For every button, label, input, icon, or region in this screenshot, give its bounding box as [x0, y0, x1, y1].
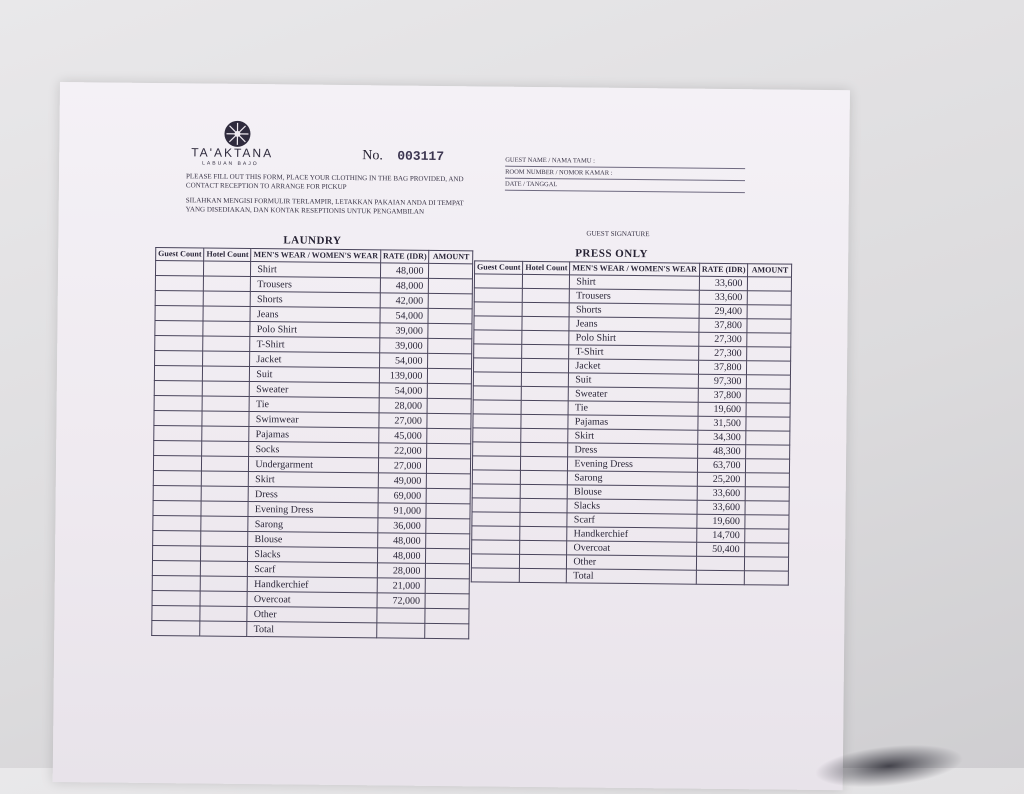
amount-cell[interactable] — [428, 338, 472, 353]
amount-cell[interactable] — [427, 443, 471, 458]
hotel-count-cell[interactable] — [521, 470, 568, 484]
hotel-count-cell[interactable] — [522, 372, 569, 386]
hotel-count-cell[interactable] — [204, 291, 251, 306]
item-name: Scarf — [248, 561, 378, 577]
amount-cell[interactable] — [428, 323, 472, 338]
item-rate: 42,000 — [380, 293, 429, 309]
laundry-form-paper — [53, 82, 850, 790]
guest-count-cell[interactable] — [152, 605, 200, 621]
hotel-count-cell[interactable] — [522, 302, 569, 316]
amount-cell[interactable] — [745, 543, 789, 557]
amount-cell[interactable] — [747, 347, 791, 361]
item-rate: 31,500 — [698, 416, 747, 431]
item-rate — [377, 623, 426, 639]
amount-cell[interactable] — [745, 501, 789, 515]
amount-cell[interactable] — [427, 473, 471, 488]
amount-cell[interactable] — [428, 353, 472, 368]
col-amount: AMOUNT — [748, 264, 792, 277]
hotel-count-cell[interactable] — [202, 456, 249, 471]
amount-cell[interactable] — [425, 608, 469, 623]
hotel-count-cell[interactable] — [521, 456, 568, 470]
item-name: Polo Shirt — [569, 331, 699, 346]
hotel-count-cell[interactable] — [201, 516, 248, 531]
item-name: Polo Shirt — [250, 322, 380, 338]
item-rate: 48,000 — [377, 533, 426, 549]
item-name: Blouse — [248, 531, 378, 547]
item-rate: 45,000 — [379, 428, 428, 444]
brand-name: TA'AKTANA — [191, 145, 273, 160]
hotel-count-cell[interactable] — [523, 274, 570, 288]
item-name: Jeans — [569, 317, 699, 332]
brand-location: LABUAN BAJO — [202, 160, 259, 167]
hotel-count-cell[interactable] — [521, 414, 568, 428]
hotel-count-cell[interactable] — [520, 526, 567, 540]
amount-cell[interactable] — [748, 291, 792, 305]
item-rate: 19,600 — [697, 514, 746, 529]
hotel-count-cell[interactable] — [521, 428, 568, 442]
item-name: Jacket — [569, 359, 699, 374]
guest-count-cell[interactable] — [154, 441, 202, 457]
amount-cell[interactable] — [426, 533, 470, 548]
hotel-count-cell[interactable] — [520, 498, 567, 512]
item-name: Suit — [250, 367, 380, 383]
item-name: Suit — [569, 373, 699, 388]
amount-cell[interactable] — [426, 503, 470, 518]
guest-count-cell[interactable] — [474, 330, 522, 345]
item-name: Trousers — [570, 289, 700, 304]
item-name: Tie — [568, 401, 698, 416]
press-table — [471, 260, 793, 585]
amount-cell[interactable] — [745, 571, 789, 585]
item-rate: 37,800 — [699, 318, 748, 333]
hotel-count-cell[interactable] — [200, 621, 247, 636]
table-row — [471, 568, 789, 585]
item-rate: 63,700 — [697, 458, 746, 473]
item-name: Overcoat — [247, 591, 377, 607]
guest-count-cell[interactable] — [472, 456, 520, 471]
hotel-count-cell[interactable] — [201, 546, 248, 561]
laundry-title: LAUNDRY — [283, 234, 341, 247]
item-name: Shorts — [569, 303, 699, 318]
guest-count-cell[interactable] — [155, 321, 203, 337]
table-row — [152, 620, 470, 638]
item-rate: 39,000 — [380, 323, 429, 339]
guest-count-cell[interactable] — [155, 306, 203, 322]
item-name: T-Shirt — [250, 337, 380, 353]
hotel-count-cell[interactable] — [201, 576, 248, 591]
hotel-count-cell[interactable] — [522, 386, 569, 400]
guest-count-cell[interactable] — [473, 372, 521, 387]
amount-cell[interactable] — [427, 413, 471, 428]
hotel-count-cell[interactable] — [522, 330, 569, 344]
guest-count-cell[interactable] — [154, 381, 202, 397]
item-rate: 33,600 — [697, 500, 746, 515]
instructions-indonesian: SILAHKAN MENGISI FORMULIR TERLAMPIR, LETAKKAN PAKAIAN ANDA DI TEMPAT YANG DISEDIAKAN, DAN KONTAK RESEPTIONIS UNTUK PENGAMBILAN — [186, 196, 471, 217]
item-name: Slacks — [567, 499, 697, 514]
item-name: Pajamas — [249, 427, 379, 443]
item-rate: 33,600 — [699, 276, 748, 291]
amount-cell[interactable] — [747, 389, 791, 403]
item-name: Scarf — [567, 513, 697, 528]
guest-count-cell[interactable] — [152, 620, 200, 636]
guest-count-cell[interactable] — [474, 274, 522, 289]
hotel-count-cell[interactable] — [204, 261, 251, 276]
item-rate: 91,000 — [378, 503, 427, 519]
date-label: DATE / TANGGAL — [505, 181, 558, 189]
laundry-table — [151, 247, 474, 639]
item-name: Undergarment — [249, 456, 379, 472]
item-rate: 19,600 — [698, 402, 747, 417]
room-number-field[interactable]: ROOM NUMBER / NOMOR KAMAR : — [505, 169, 745, 182]
guest-count-cell[interactable] — [471, 554, 519, 569]
col-guest-count: Guest Count — [156, 248, 204, 262]
item-name: Slacks — [248, 546, 378, 562]
guest-count-cell[interactable] — [473, 442, 521, 457]
amount-cell[interactable] — [429, 278, 473, 293]
item-rate: 33,600 — [699, 290, 748, 305]
hotel-count-cell[interactable] — [204, 276, 251, 291]
amount-cell[interactable] — [428, 383, 472, 398]
item-rate: 27,000 — [378, 458, 427, 474]
item-name: Tie — [249, 397, 379, 413]
item-name: Skirt — [568, 429, 698, 444]
amount-cell[interactable] — [745, 529, 789, 543]
item-rate: 28,000 — [377, 563, 426, 579]
guest-count-cell[interactable] — [474, 302, 522, 317]
item-rate — [696, 570, 745, 585]
press-title: PRESS ONLY — [575, 247, 648, 260]
item-rate: 27,000 — [379, 413, 428, 429]
hotel-count-cell[interactable] — [201, 531, 248, 546]
hotel-count-cell[interactable] — [203, 366, 250, 381]
hotel-count-cell[interactable] — [203, 351, 250, 366]
item-rate: 48,000 — [380, 263, 429, 279]
item-name: T-Shirt — [569, 345, 699, 360]
hotel-count-cell[interactable] — [202, 426, 249, 441]
guest-count-cell[interactable] — [155, 291, 203, 307]
guest-count-cell[interactable] — [154, 411, 202, 427]
guest-count-cell[interactable] — [153, 530, 201, 546]
form-number-label: No. — [362, 148, 383, 164]
item-name: Blouse — [568, 485, 698, 500]
room-number-label: ROOM NUMBER / NOMOR KAMAR — [505, 169, 609, 177]
item-rate: 97,300 — [698, 374, 747, 389]
item-name: Dress — [568, 443, 698, 458]
amount-cell[interactable] — [429, 293, 473, 308]
guest-count-cell[interactable] — [473, 400, 521, 415]
amount-cell[interactable] — [747, 319, 791, 333]
col-hotel-count: Hotel Count — [204, 248, 251, 261]
item-rate: 36,000 — [378, 518, 427, 534]
hotel-count-cell[interactable] — [522, 344, 569, 358]
guest-signature-label: GUEST SIGNATURE — [586, 230, 649, 239]
item-rate — [696, 556, 745, 571]
amount-cell[interactable] — [746, 473, 790, 487]
hotel-count-cell[interactable] — [520, 568, 567, 582]
amount-cell[interactable] — [746, 417, 790, 431]
guest-count-cell[interactable] — [474, 288, 522, 303]
item-rate: 54,000 — [379, 353, 428, 369]
amount-cell[interactable] — [426, 548, 470, 563]
item-rate: 27,300 — [698, 346, 747, 361]
col-hotel-count: Hotel Count — [523, 261, 570, 274]
hotel-count-cell[interactable] — [200, 606, 247, 621]
hotel-count-cell[interactable] — [521, 484, 568, 498]
hotel-count-cell[interactable] — [521, 442, 568, 456]
item-rate: 54,000 — [380, 308, 429, 324]
guest-count-cell[interactable] — [154, 366, 202, 382]
hotel-count-cell[interactable] — [520, 512, 567, 526]
guest-count-cell[interactable] — [155, 276, 203, 292]
item-name: Shorts — [251, 292, 381, 308]
amount-cell[interactable] — [426, 518, 470, 533]
amount-cell[interactable] — [428, 308, 472, 323]
amount-cell[interactable] — [427, 488, 471, 503]
guest-count-cell[interactable] — [472, 540, 520, 555]
item-rate: 29,400 — [699, 304, 748, 319]
item-rate: 69,000 — [378, 488, 427, 504]
guest-name-field[interactable]: GUEST NAME / NAMA TAMU : — [505, 157, 745, 170]
hotel-count-cell[interactable] — [523, 288, 570, 302]
item-name: Sweater — [250, 382, 380, 398]
guest-count-cell[interactable] — [471, 568, 519, 583]
item-name: Jacket — [250, 352, 380, 368]
item-name: Total — [567, 569, 697, 584]
item-name: Trousers — [251, 277, 381, 293]
item-rate: 25,200 — [697, 472, 746, 487]
amount-cell[interactable] — [428, 368, 472, 383]
item-name: Total — [247, 621, 377, 637]
amount-cell[interactable] — [429, 263, 473, 278]
guest-count-cell[interactable] — [153, 485, 201, 501]
item-name: Other — [567, 555, 697, 570]
item-name: Shirt — [251, 262, 381, 278]
amount-cell[interactable] — [426, 563, 470, 578]
item-rate: 21,000 — [377, 578, 426, 594]
guest-count-cell[interactable] — [153, 515, 201, 531]
col-rate: RATE (IDR) — [699, 263, 748, 277]
amount-cell[interactable] — [745, 515, 789, 529]
item-rate: 48,000 — [380, 278, 429, 294]
hotel-count-cell[interactable] — [202, 441, 249, 456]
guest-count-cell[interactable] — [155, 351, 203, 367]
hotel-count-cell[interactable] — [202, 396, 249, 411]
amount-cell[interactable] — [427, 458, 471, 473]
amount-cell[interactable] — [748, 305, 792, 319]
hotel-count-cell[interactable] — [521, 400, 568, 414]
item-rate: 28,000 — [379, 398, 428, 414]
hotel-count-cell[interactable] — [520, 540, 567, 554]
item-rate — [377, 608, 426, 624]
item-name: Skirt — [249, 471, 379, 487]
instructions-english: PLEASE FILL OUT THIS FORM, PLACE YOUR CLOTHING IN THE BAG PROVIDED, AND CONTACT RECEPTION TO ARRANGE FOR PICKUP — [186, 172, 471, 193]
guest-count-cell[interactable] — [472, 526, 520, 541]
item-rate: 14,700 — [697, 528, 746, 543]
guest-count-cell[interactable] — [152, 590, 200, 606]
col-wear: MEN'S WEAR / WOMEN'S WEAR — [570, 262, 700, 276]
item-name: Other — [247, 606, 377, 622]
item-name: Evening Dress — [248, 501, 378, 517]
item-rate: 54,000 — [379, 383, 428, 399]
date-field[interactable] — [505, 181, 745, 194]
guest-count-cell[interactable] — [153, 500, 201, 516]
col-guest-count: Guest Count — [475, 261, 523, 275]
amount-cell[interactable] — [745, 557, 789, 571]
amount-cell[interactable] — [746, 403, 790, 417]
item-name: Sarong — [568, 471, 698, 486]
guest-name-label: GUEST NAME / NAMA TAMU — [505, 157, 591, 165]
guest-count-cell[interactable] — [154, 396, 202, 412]
amount-cell[interactable] — [747, 375, 791, 389]
amount-cell[interactable] — [746, 431, 790, 445]
hotel-count-cell[interactable] — [520, 554, 567, 568]
hotel-count-cell[interactable] — [522, 358, 569, 372]
item-rate: 139,000 — [379, 368, 428, 384]
item-rate: 37,800 — [698, 388, 747, 403]
item-name: Evening Dress — [568, 457, 698, 472]
guest-count-cell[interactable] — [474, 344, 522, 359]
form-number-value: 003117 — [397, 149, 444, 164]
guest-count-cell[interactable] — [473, 428, 521, 443]
item-name: Dress — [248, 486, 378, 502]
item-rate: 37,800 — [698, 360, 747, 375]
hotel-count-cell[interactable] — [203, 306, 250, 321]
item-name: Socks — [249, 441, 379, 457]
amount-cell[interactable] — [746, 487, 790, 501]
item-name: Sarong — [248, 516, 378, 532]
item-name: Sweater — [569, 387, 699, 402]
guest-count-cell[interactable] — [154, 426, 202, 442]
item-rate: 50,400 — [696, 542, 745, 557]
guest-count-cell[interactable] — [155, 261, 203, 277]
guest-count-cell[interactable] — [472, 470, 520, 485]
sun-logo-icon — [222, 119, 252, 149]
col-amount: AMOUNT — [429, 250, 473, 263]
item-rate: 48,300 — [697, 444, 746, 459]
item-rate: 39,000 — [379, 338, 428, 354]
item-rate: 27,300 — [699, 332, 748, 347]
guest-count-cell[interactable] — [473, 386, 521, 401]
guest-count-cell[interactable] — [472, 512, 520, 527]
guest-count-cell[interactable] — [473, 414, 521, 429]
guest-count-cell[interactable] — [472, 484, 520, 499]
item-name: Overcoat — [567, 541, 697, 556]
item-rate: 34,300 — [698, 430, 747, 445]
amount-cell[interactable] — [746, 445, 790, 459]
amount-cell[interactable] — [425, 623, 469, 638]
hotel-count-cell[interactable] — [200, 591, 247, 606]
item-name: Handkerchief — [248, 576, 378, 592]
hotel-count-cell[interactable] — [203, 321, 250, 336]
item-name: Swimwear — [249, 412, 379, 428]
item-rate: 33,600 — [697, 486, 746, 501]
item-name: Shirt — [570, 275, 700, 290]
item-rate: 72,000 — [377, 593, 426, 609]
hotel-count-cell[interactable] — [203, 381, 250, 396]
hotel-count-cell[interactable] — [201, 501, 248, 516]
guest-count-cell[interactable] — [472, 498, 520, 513]
item-name: Handkerchief — [567, 527, 697, 542]
hotel-count-cell[interactable] — [202, 471, 249, 486]
amount-cell[interactable] — [426, 578, 470, 593]
hotel-count-cell[interactable] — [201, 561, 248, 576]
guest-count-cell[interactable] — [155, 336, 203, 352]
col-wear: MEN'S WEAR / WOMEN'S WEAR — [251, 249, 381, 263]
hotel-count-cell[interactable] — [522, 316, 569, 330]
amount-cell[interactable] — [428, 398, 472, 413]
item-rate: 22,000 — [378, 443, 427, 459]
item-name: Pajamas — [568, 415, 698, 430]
amount-cell[interactable] — [747, 361, 791, 375]
hotel-count-cell[interactable] — [203, 336, 250, 351]
item-rate: 48,000 — [377, 548, 426, 564]
guest-count-cell[interactable] — [153, 456, 201, 472]
guest-count-cell[interactable] — [153, 470, 201, 486]
guest-count-cell[interactable] — [152, 560, 200, 576]
amount-cell[interactable] — [747, 333, 791, 347]
guest-count-cell[interactable] — [474, 316, 522, 331]
guest-count-cell[interactable] — [152, 545, 200, 561]
hotel-count-cell[interactable] — [202, 411, 249, 426]
guest-count-cell[interactable] — [152, 575, 200, 591]
amount-cell[interactable] — [427, 428, 471, 443]
amount-cell[interactable] — [748, 277, 792, 291]
amount-cell[interactable] — [425, 593, 469, 608]
item-rate: 49,000 — [378, 473, 427, 489]
amount-cell[interactable] — [746, 459, 790, 473]
hotel-count-cell[interactable] — [201, 486, 248, 501]
col-rate: RATE (IDR) — [380, 250, 429, 264]
guest-count-cell[interactable] — [473, 358, 521, 373]
item-name: Jeans — [250, 307, 380, 323]
